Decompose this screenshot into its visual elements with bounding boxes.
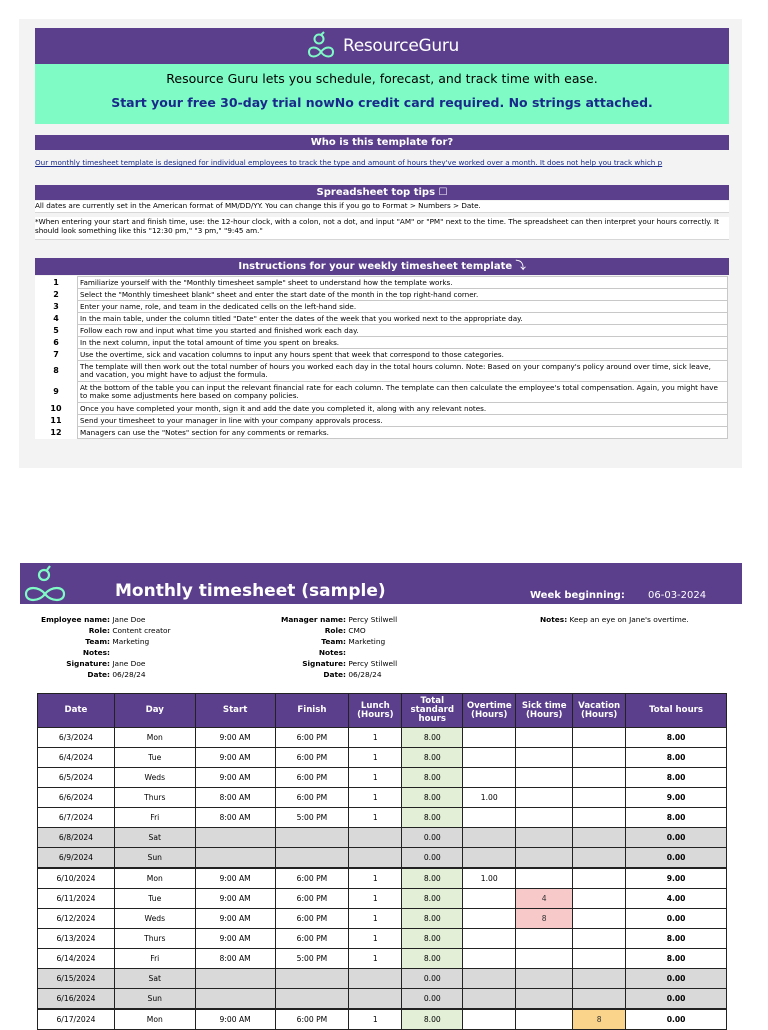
instruction-number: 7 — [35, 349, 78, 361]
start-cell[interactable]: 8:00 AM — [195, 788, 275, 808]
week-beginning-value[interactable]: 06-03-2024 — [648, 590, 707, 601]
total-hours-cell: 9.00 — [626, 788, 727, 808]
instruction-number: 5 — [35, 325, 78, 337]
finish-cell[interactable]: 6:00 PM — [275, 868, 349, 889]
lunch-cell[interactable]: 1 — [349, 808, 402, 828]
tip-time-format-text: *When entering your start and finish time, use: the 12-hour clock, with a colon, not a dot, and input "AM" or "PM" next to the time. The spreadsheet can then interpret your hours correctly. It should look something like this "12:30 pm," "3 pm," "9:45 am." — [35, 217, 719, 235]
employee-role-label: Role: — [88, 626, 110, 635]
sheet-notes — [540, 614, 689, 625]
finish-cell[interactable]: 6:00 PM — [275, 929, 349, 949]
manager-signature-label: Signature: — [302, 659, 346, 668]
start-cell[interactable]: 8:00 AM — [195, 949, 275, 969]
start-cell[interactable] — [195, 828, 275, 848]
timesheet-row — [38, 828, 727, 848]
sick-cell[interactable] — [516, 989, 573, 1010]
manager-role-value[interactable]: CMO — [348, 626, 366, 635]
timesheet-row — [38, 728, 727, 748]
instruction-row — [35, 361, 728, 382]
sick-cell[interactable] — [516, 748, 573, 768]
overtime-cell[interactable] — [463, 728, 516, 748]
instructions-heading: Instructions for your weekly timesheet template ⤵ — [35, 258, 729, 275]
manager-team-value[interactable]: Marketing — [348, 637, 386, 646]
employee-info — [30, 614, 171, 680]
start-cell[interactable]: 9:00 AM — [195, 909, 275, 929]
overtime-cell[interactable]: 1.00 — [463, 788, 516, 808]
instruction-text: Use the overtime, sick and vacation columns to input any hours spent that week that correspond to those categories. — [78, 349, 728, 361]
column-header: Day — [114, 694, 195, 728]
column-header: Vacation (Hours) — [573, 694, 626, 728]
standard-hours-cell: 0.00 — [402, 969, 463, 989]
start-cell[interactable] — [195, 989, 275, 1010]
sick-cell[interactable] — [516, 848, 573, 869]
instruction-row — [35, 289, 728, 301]
day-cell[interactable]: Sun — [114, 848, 195, 869]
lunch-cell[interactable] — [349, 989, 402, 1010]
sick-cell[interactable] — [516, 808, 573, 828]
manager-info — [270, 614, 397, 680]
start-cell[interactable] — [195, 969, 275, 989]
sheet-notes-value[interactable]: Keep an eye on Jane's overtime. — [569, 615, 689, 624]
vacation-cell[interactable] — [573, 969, 626, 989]
standard-hours-cell: 8.00 — [402, 788, 463, 808]
instruction-row — [35, 427, 728, 439]
finish-cell[interactable] — [275, 828, 349, 848]
overtime-cell[interactable] — [463, 768, 516, 788]
day-cell[interactable]: Fri — [114, 808, 195, 828]
overtime-cell[interactable] — [463, 808, 516, 828]
trial-cta-link[interactable]: Start your free 30-day trial nowNo credit card required. No strings attached. — [111, 95, 653, 110]
instruction-row — [35, 301, 728, 313]
date-cell[interactable]: 6/14/2024 — [38, 949, 115, 969]
tip-date-format — [35, 201, 729, 213]
date-cell[interactable]: 6/9/2024 — [38, 848, 115, 869]
date-cell[interactable]: 6/3/2024 — [38, 728, 115, 748]
column-header: Start — [195, 694, 275, 728]
instruction-text: At the bottom of the table you can input the relevant financial rate for each column. The template can then calculate the employee's total compensation. Again, you might have to make some adjustments here based on company policies. — [78, 382, 728, 403]
lunch-cell[interactable]: 1 — [349, 728, 402, 748]
instruction-text: In the main table, under the column titled "Date" enter the dates of the week that you worked next to the appropriate day. — [78, 313, 728, 325]
column-header: Sick time (Hours) — [516, 694, 573, 728]
manager-name-value[interactable]: Percy Stilwell — [348, 615, 398, 624]
week-beginning-label: Week beginning: — [530, 590, 625, 601]
standard-hours-cell: 8.00 — [402, 889, 463, 909]
timesheet-row — [38, 889, 727, 909]
lunch-cell[interactable]: 1 — [349, 788, 402, 808]
date-cell[interactable]: 6/13/2024 — [38, 929, 115, 949]
standard-hours-cell: 8.00 — [402, 868, 463, 889]
manager-signature-value[interactable]: Percy Stilwell — [348, 659, 398, 668]
total-hours-cell: 0.00 — [626, 848, 727, 869]
vacation-cell[interactable] — [573, 929, 626, 949]
finish-cell[interactable]: 6:00 PM — [275, 1009, 349, 1030]
finish-cell[interactable] — [275, 848, 349, 869]
date-cell[interactable]: 6/16/2024 — [38, 989, 115, 1010]
finish-cell[interactable]: 5:00 PM — [275, 808, 349, 828]
instruction-text: Once you have completed your month, sign it and add the date you completed it, along with any relevant notes. — [78, 403, 728, 415]
start-cell[interactable]: 9:00 AM — [195, 728, 275, 748]
manager-team-label: Team: — [321, 637, 346, 646]
date-cell[interactable]: 6/12/2024 — [38, 909, 115, 929]
vacation-cell[interactable]: 8 — [573, 1009, 626, 1030]
finish-cell[interactable]: 6:00 PM — [275, 889, 349, 909]
total-hours-cell: 0.00 — [626, 989, 727, 1010]
finish-cell[interactable]: 6:00 PM — [275, 728, 349, 748]
total-hours-cell: 8.00 — [626, 748, 727, 768]
finish-cell[interactable]: 6:00 PM — [275, 909, 349, 929]
instruction-row — [35, 277, 728, 289]
manager-notes-label: Notes: — [318, 648, 346, 657]
date-cell[interactable]: 6/6/2024 — [38, 788, 115, 808]
start-cell[interactable]: 8:00 AM — [195, 808, 275, 828]
sick-cell[interactable] — [516, 1009, 573, 1030]
total-hours-cell: 8.00 — [626, 728, 727, 748]
vacation-cell[interactable] — [573, 848, 626, 869]
instruction-number: 3 — [35, 301, 78, 313]
day-cell[interactable]: Thurs — [114, 929, 195, 949]
day-cell[interactable]: Tue — [114, 748, 195, 768]
resourceguru-logo-icon — [305, 31, 337, 61]
timesheet-row — [38, 748, 727, 768]
start-cell[interactable]: 9:00 AM — [195, 889, 275, 909]
instruction-text: In the next column, input the total amount of time you spent on breaks. — [78, 337, 728, 349]
timesheet-title: Monthly timesheet (sample) — [115, 581, 386, 601]
employee-name-label: Employee name: — [41, 615, 110, 624]
employee-date-value[interactable]: 06/28/24 — [112, 670, 146, 679]
vacation-cell[interactable] — [573, 748, 626, 768]
finish-cell[interactable]: 6:00 PM — [275, 748, 349, 768]
timesheet-row — [38, 868, 727, 889]
vacation-cell[interactable] — [573, 728, 626, 748]
date-cell[interactable]: 6/4/2024 — [38, 748, 115, 768]
total-hours-cell: 8.00 — [626, 808, 727, 828]
day-cell[interactable]: Mon — [114, 868, 195, 889]
standard-hours-cell: 8.00 — [402, 768, 463, 788]
instruction-row — [35, 349, 728, 361]
column-header: Total standard hours — [402, 694, 463, 728]
day-cell[interactable]: Mon — [114, 728, 195, 748]
instruction-text: Managers can use the "Notes" section for any comments or remarks. — [78, 427, 728, 439]
column-header: Finish — [275, 694, 349, 728]
standard-hours-cell: 8.00 — [402, 728, 463, 748]
overtime-cell[interactable] — [463, 748, 516, 768]
sick-cell[interactable] — [516, 768, 573, 788]
sick-cell[interactable] — [516, 868, 573, 889]
employee-date-label: Date: — [87, 670, 110, 679]
timesheet-row — [38, 808, 727, 828]
lunch-cell[interactable]: 1 — [349, 748, 402, 768]
column-header: Date — [38, 694, 115, 728]
day-cell[interactable]: Tue — [114, 889, 195, 909]
day-cell[interactable]: Fri — [114, 949, 195, 969]
timesheet-table — [37, 693, 727, 1030]
employee-signature-label: Signature: — [66, 659, 110, 668]
vacation-cell[interactable] — [573, 828, 626, 848]
employee-team-value[interactable]: Marketing — [112, 637, 150, 646]
instruction-number: 1 — [35, 277, 78, 289]
manager-date-value[interactable]: 06/28/24 — [348, 670, 382, 679]
finish-cell[interactable]: 6:00 PM — [275, 788, 349, 808]
overtime-cell[interactable] — [463, 828, 516, 848]
instruction-number: 4 — [35, 313, 78, 325]
lunch-cell[interactable]: 1 — [349, 889, 402, 909]
lunch-cell[interactable] — [349, 828, 402, 848]
vacation-cell[interactable] — [573, 949, 626, 969]
total-hours-cell: 8.00 — [626, 768, 727, 788]
total-hours-cell: 8.00 — [626, 949, 727, 969]
timesheet-row — [38, 989, 727, 1010]
who-heading: Who is this template for? — [35, 135, 729, 150]
lunch-cell[interactable]: 1 — [349, 868, 402, 889]
sick-cell[interactable] — [516, 828, 573, 848]
lunch-cell[interactable]: 1 — [349, 909, 402, 929]
column-header: Overtime (Hours) — [463, 694, 516, 728]
instruction-text: Select the "Monthly timesheet blank" sheet and enter the start date of the month in the top right-hand corner. — [78, 289, 728, 301]
employee-name-value[interactable]: Jane Doe — [112, 615, 146, 624]
total-hours-cell: 0.00 — [626, 1009, 727, 1030]
instruction-text: Familiarize yourself with the "Monthly timesheet sample" sheet to understand how the template works. — [78, 277, 728, 289]
tip-time-format — [35, 217, 729, 240]
finish-cell[interactable]: 6:00 PM — [275, 768, 349, 788]
date-cell[interactable]: 6/15/2024 — [38, 969, 115, 989]
standard-hours-cell: 0.00 — [402, 828, 463, 848]
start-cell[interactable]: 9:00 AM — [195, 1009, 275, 1030]
brand-bar — [35, 28, 729, 64]
timesheet-row — [38, 929, 727, 949]
instructions-table — [35, 276, 728, 439]
instruction-text: Enter your name, role, and team in the dedicated cells on the left-hand side. — [78, 301, 728, 313]
lunch-cell[interactable]: 1 — [349, 1009, 402, 1030]
date-cell[interactable]: 6/17/2024 — [38, 1009, 115, 1030]
standard-hours-cell: 0.00 — [402, 848, 463, 869]
date-cell[interactable]: 6/10/2024 — [38, 868, 115, 889]
sick-cell[interactable]: 8 — [516, 909, 573, 929]
overtime-cell[interactable] — [463, 949, 516, 969]
lunch-cell[interactable]: 1 — [349, 768, 402, 788]
total-hours-cell: 0.00 — [626, 828, 727, 848]
overtime-cell[interactable] — [463, 1009, 516, 1030]
start-cell[interactable]: 9:00 AM — [195, 868, 275, 889]
day-cell[interactable]: Thurs — [114, 788, 195, 808]
day-cell[interactable]: Sat — [114, 828, 195, 848]
day-cell[interactable]: Weds — [114, 768, 195, 788]
instruction-row — [35, 337, 728, 349]
timesheet-row — [38, 788, 727, 808]
manager-role-label: Role: — [324, 626, 346, 635]
brand-name: ResourceGuru — [342, 36, 460, 56]
date-cell[interactable]: 6/8/2024 — [38, 828, 115, 848]
employee-notes-label: Notes: — [82, 648, 110, 657]
instruction-text: Send your timesheet to your manager in line with your company approvals process. — [78, 415, 728, 427]
sick-cell[interactable] — [516, 949, 573, 969]
overtime-cell[interactable] — [463, 989, 516, 1010]
instruction-number: 8 — [35, 361, 78, 382]
promo-tagline: Resource Guru lets you schedule, forecast, and track time with ease. — [166, 71, 598, 86]
sick-cell[interactable] — [516, 728, 573, 748]
day-cell[interactable]: Mon — [114, 1009, 195, 1030]
start-cell[interactable]: 9:00 AM — [195, 929, 275, 949]
date-cell[interactable]: 6/11/2024 — [38, 889, 115, 909]
start-cell[interactable] — [195, 848, 275, 869]
overtime-cell[interactable] — [463, 969, 516, 989]
sick-cell[interactable] — [516, 929, 573, 949]
finish-cell[interactable]: 5:00 PM — [275, 949, 349, 969]
tips-heading: Spreadsheet top tips ☐ — [35, 185, 729, 200]
day-cell[interactable]: Sun — [114, 989, 195, 1010]
vacation-cell[interactable] — [573, 889, 626, 909]
timesheet-row — [38, 1009, 727, 1030]
day-cell[interactable]: Sat — [114, 969, 195, 989]
overtime-cell[interactable] — [463, 909, 516, 929]
sick-cell[interactable] — [516, 788, 573, 808]
instruction-number: 2 — [35, 289, 78, 301]
lunch-cell[interactable]: 1 — [349, 949, 402, 969]
vacation-cell[interactable] — [573, 788, 626, 808]
instruction-number: 11 — [35, 415, 78, 427]
total-hours-cell: 8.00 — [626, 929, 727, 949]
vacation-cell[interactable] — [573, 989, 626, 1010]
employee-signature-value[interactable]: Jane Doe — [112, 659, 146, 668]
standard-hours-cell: 8.00 — [402, 929, 463, 949]
day-cell[interactable]: Weds — [114, 909, 195, 929]
standard-hours-cell: 8.00 — [402, 748, 463, 768]
start-cell[interactable]: 9:00 AM — [195, 768, 275, 788]
start-cell[interactable]: 9:00 AM — [195, 748, 275, 768]
overtime-cell[interactable]: 1.00 — [463, 868, 516, 889]
timesheet-row — [38, 949, 727, 969]
instruction-row — [35, 313, 728, 325]
total-hours-cell: 9.00 — [626, 868, 727, 889]
timesheet-row — [38, 969, 727, 989]
overtime-cell[interactable] — [463, 848, 516, 869]
instruction-row — [35, 403, 728, 415]
instruction-number: 12 — [35, 427, 78, 439]
sick-cell[interactable]: 4 — [516, 889, 573, 909]
promo-banner[interactable] — [35, 28, 729, 124]
instruction-text: Follow each row and input what time you started and finished work each day. — [78, 325, 728, 337]
instruction-text: The template will then work out the total number of hours you worked each day in the total hours column. Note: Based on your company's policy around over time, sick leave, and vacation, you might have to adjust the formula. — [78, 361, 728, 382]
finish-cell[interactable] — [275, 989, 349, 1010]
instruction-number: 9 — [35, 382, 78, 403]
overtime-cell[interactable] — [463, 929, 516, 949]
timesheet-row — [38, 909, 727, 929]
manager-date-label: Date: — [323, 670, 346, 679]
timesheet-row — [38, 768, 727, 788]
sheet-notes-label: Notes: — [540, 615, 568, 624]
vacation-cell[interactable] — [573, 868, 626, 889]
instruction-number: 6 — [35, 337, 78, 349]
instruction-row — [35, 382, 728, 403]
total-hours-cell: 0.00 — [626, 909, 727, 929]
employee-role-value[interactable]: Content creator — [112, 626, 171, 635]
timesheet-row — [38, 848, 727, 869]
date-cell[interactable]: 6/7/2024 — [38, 808, 115, 828]
overtime-cell[interactable] — [463, 889, 516, 909]
standard-hours-cell: 8.00 — [402, 808, 463, 828]
lunch-cell[interactable] — [349, 848, 402, 869]
who-description-link[interactable]: Our monthly timesheet template is designed for individual employees to track the type and amount of hours they've worked over a month. It does not help you track which p — [35, 158, 663, 167]
finish-cell[interactable] — [275, 969, 349, 989]
standard-hours-cell: 8.00 — [402, 1009, 463, 1030]
standard-hours-cell: 8.00 — [402, 949, 463, 969]
instruction-row — [35, 325, 728, 337]
column-header: Total hours — [626, 694, 727, 728]
sick-cell[interactable] — [516, 969, 573, 989]
total-hours-cell: 4.00 — [626, 889, 727, 909]
standard-hours-cell: 8.00 — [402, 909, 463, 929]
vacation-cell[interactable] — [573, 808, 626, 828]
total-hours-cell: 0.00 — [626, 969, 727, 989]
vacation-cell[interactable] — [573, 768, 626, 788]
column-header: Lunch (Hours) — [349, 694, 402, 728]
instruction-row — [35, 415, 728, 427]
standard-hours-cell: 0.00 — [402, 989, 463, 1010]
date-cell[interactable]: 6/5/2024 — [38, 768, 115, 788]
employee-team-label: Team: — [85, 637, 110, 646]
timesheet-header — [20, 563, 742, 604]
tip-date-format-text: All dates are currently set in the American format of MM/DD/YY. You can change this if you go to Format > Numbers > Date. — [35, 201, 481, 210]
instruction-number: 10 — [35, 403, 78, 415]
lunch-cell[interactable]: 1 — [349, 929, 402, 949]
promo-body — [35, 64, 729, 124]
lunch-cell[interactable] — [349, 969, 402, 989]
vacation-cell[interactable] — [573, 909, 626, 929]
resourceguru-logo-icon — [22, 565, 68, 603]
manager-name-label: Manager name: — [280, 615, 346, 624]
